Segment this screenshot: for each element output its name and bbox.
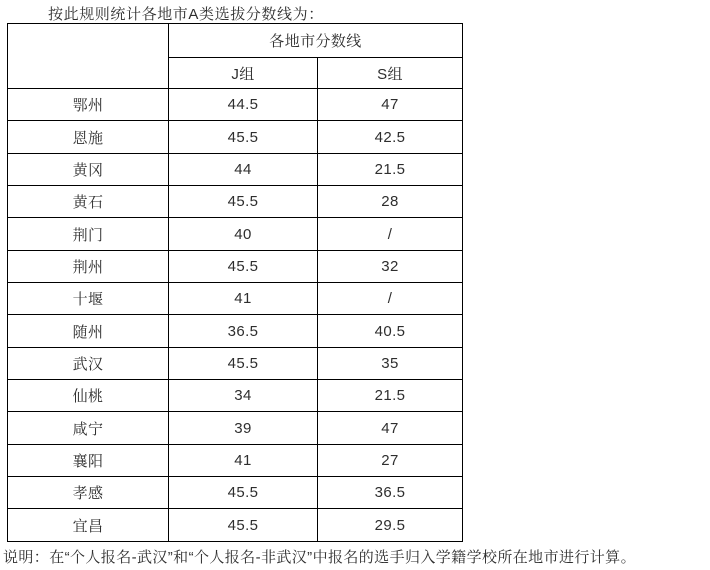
table-row	[8, 412, 463, 444]
footnote: 说明：在“个人报名-武汉”和“个人报名-非武汉”中报名的选手归入学籍学校所在地市进行计算。	[3, 549, 636, 566]
j-score-cell: 45.5	[169, 250, 318, 282]
j-score-cell: 34	[169, 380, 318, 412]
j-score-cell: 45.5	[169, 477, 318, 509]
s-score-cell: 32	[318, 250, 463, 282]
city-cell: 荆门	[8, 218, 169, 250]
s-score-cell: /	[318, 283, 463, 315]
col-header-s: S组	[318, 58, 463, 89]
table-header	[8, 24, 463, 89]
s-score-cell: 28	[318, 186, 463, 218]
s-score-cell: 47	[318, 89, 463, 121]
table-row	[8, 186, 463, 218]
city-cell: 宜昌	[8, 509, 169, 542]
j-score-cell: 40	[169, 218, 318, 250]
s-score-cell: 40.5	[318, 315, 463, 347]
group-header-cell: 各地市分数线	[169, 24, 463, 58]
j-score-cell: 44.5	[169, 89, 318, 121]
table-row	[8, 347, 463, 379]
table-row	[8, 444, 463, 476]
city-cell: 黄石	[8, 186, 169, 218]
s-score-cell: 21.5	[318, 380, 463, 412]
table-row	[8, 218, 463, 250]
j-score-cell: 45.5	[169, 186, 318, 218]
city-cell: 武汉	[8, 347, 169, 379]
j-score-cell: 36.5	[169, 315, 318, 347]
city-cell: 孝感	[8, 477, 169, 509]
table-row	[8, 121, 463, 153]
table-row	[8, 283, 463, 315]
table-row	[8, 89, 463, 121]
s-score-cell: 36.5	[318, 477, 463, 509]
table-row	[8, 380, 463, 412]
j-score-cell: 45.5	[169, 347, 318, 379]
j-score-cell: 45.5	[169, 509, 318, 542]
city-cell: 黄冈	[8, 153, 169, 185]
j-score-cell: 41	[169, 283, 318, 315]
header-row-group	[8, 24, 463, 58]
page-title: 按此规则统计各地市A类选拔分数线为：	[48, 6, 324, 23]
city-cell: 鄂州	[8, 89, 169, 121]
table-row	[8, 250, 463, 282]
s-score-cell: /	[318, 218, 463, 250]
j-score-cell: 41	[169, 444, 318, 476]
city-cell: 十堰	[8, 283, 169, 315]
s-score-cell: 47	[318, 412, 463, 444]
table-row	[8, 509, 463, 542]
s-score-cell: 35	[318, 347, 463, 379]
table-row	[8, 153, 463, 185]
j-score-cell: 44	[169, 153, 318, 185]
col-header-j: J组	[169, 58, 318, 89]
s-score-cell: 27	[318, 444, 463, 476]
corner-cell	[8, 24, 169, 89]
score-table	[7, 23, 463, 542]
city-cell: 随州	[8, 315, 169, 347]
table-row	[8, 477, 463, 509]
s-score-cell: 42.5	[318, 121, 463, 153]
j-score-cell: 39	[169, 412, 318, 444]
city-cell: 仙桃	[8, 380, 169, 412]
j-score-cell: 45.5	[169, 121, 318, 153]
s-score-cell: 21.5	[318, 153, 463, 185]
city-cell: 咸宁	[8, 412, 169, 444]
city-cell: 襄阳	[8, 444, 169, 476]
table-row	[8, 315, 463, 347]
table-body	[8, 89, 463, 542]
city-cell: 恩施	[8, 121, 169, 153]
city-cell: 荆州	[8, 250, 169, 282]
s-score-cell: 29.5	[318, 509, 463, 542]
